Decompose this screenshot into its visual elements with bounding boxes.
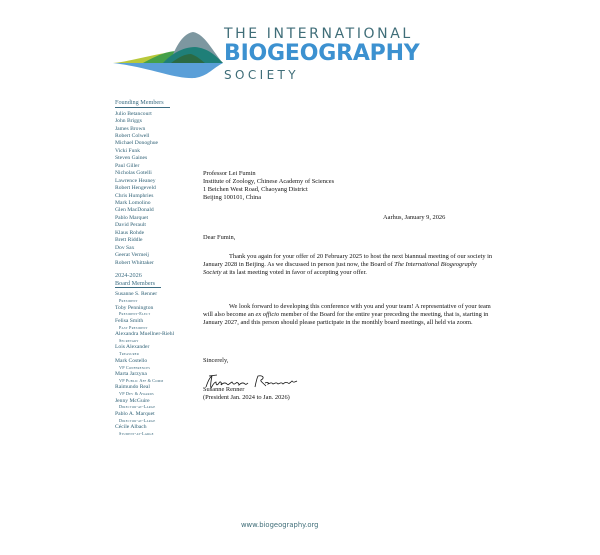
board-member-name: Lois Alexander [115, 344, 150, 351]
founding-members-heading-text: Founding Members [115, 99, 170, 108]
board-member-role: Treasurer [119, 351, 140, 357]
website-link[interactable]: www.biogeography.org [241, 521, 319, 529]
logo-water [113, 63, 223, 78]
founding-member: Brett Riddle [115, 237, 143, 244]
recipient-line: Institute of Zoology, Chinese Academy of Sciences [203, 178, 335, 186]
recipient-line: 1 Beichen West Road, Chaoyang District [203, 186, 308, 194]
founding-member: James Brown [115, 125, 146, 132]
board-member-role: President-Elect [119, 311, 151, 317]
letter-date: Aarhus, January 9, 2026 [383, 214, 446, 221]
board-member-name: Alexandra Muellner-Riehl [115, 331, 175, 338]
board-member-name: Pablo A. Marquet [115, 410, 155, 417]
board-member-name: Jenny McGuire [115, 397, 150, 404]
board-member-role: Director-at-Large [119, 417, 156, 423]
logo-line-3: SOCIETY [224, 68, 300, 82]
paragraph-1-text-a: Thank you again for your offer of 20 February 2025 to host the next biannual meeting of our society in January 2028 in Beijing. As we discussed in person just now, the Board of [203, 253, 493, 269]
board-member-role: Director-at-Large [119, 404, 156, 410]
founding-member: Vicki Funk [115, 147, 140, 154]
ex-officio-italic: ex officio [255, 311, 280, 319]
board-members-heading-text: Board Members [115, 280, 161, 289]
founding-member: Glen MacDonald [115, 207, 154, 214]
founding-member: Robert Colwell [115, 132, 150, 139]
paragraph-1 [203, 253, 496, 277]
founding-member: Nicholas Gotelli [115, 170, 152, 177]
founding-member: Steven Gaines [115, 155, 148, 162]
paragraph-2 [203, 303, 496, 327]
society-name-italic: The International Biogeography Society [203, 261, 477, 277]
board-member-role: Secretary [119, 337, 139, 343]
founding-member: Chris Humphries [115, 192, 154, 199]
board-member-role: Student-at-Large [119, 431, 154, 437]
logo-line-1: THE INTERNATIONAL [224, 26, 413, 42]
paragraph-1-text-b: at its last meeting voted in favor of accepting your offer. [221, 269, 367, 277]
landscape-logo-icon [113, 30, 223, 80]
closing: Sincerely, [203, 357, 229, 364]
letter-body [203, 170, 498, 401]
society-logo [113, 25, 420, 85]
logo-line-2: BIOGEOGRAPHY [224, 41, 420, 66]
paragraph-2-text-a: We look forward to developing this conference with you and your team! A representative of your team will also become an [203, 303, 491, 319]
recipient-address [203, 170, 498, 202]
board-member-role: Past President [119, 324, 148, 330]
board-member-name: Toby Pennington [115, 304, 154, 311]
founding-member: Lawrence Heaney [115, 177, 156, 184]
board-years: 2024-2026 [115, 272, 142, 280]
board-member-name: Raimundo Real [115, 384, 150, 391]
recipient-line: Professor Lei Fumin [203, 170, 256, 177]
founding-member: Mark Lomolino [115, 200, 151, 207]
founding-member: John Briggs [115, 118, 142, 125]
signer-name: Susanne Renner [203, 386, 245, 393]
salutation: Dear Fumin, [203, 234, 236, 241]
board-member-name: Felisa Smith [115, 317, 144, 324]
letterhead-sidebar [115, 99, 205, 438]
founding-member: Robert Whittaker [115, 259, 154, 266]
board-member-role: VP Public Aff & Comm [119, 377, 164, 383]
founding-members-list [115, 111, 205, 268]
paragraph-2-text-b: member of the Board for the entire year preceding the meeting, that is, starting in January 2027, and this person should please participate in the monthly board meetings, all held via zoom. [203, 311, 489, 327]
founding-member: Julio Betancourt [115, 110, 152, 117]
board-member-role: President [119, 298, 138, 304]
board-members-list [115, 291, 205, 437]
recipient-line: Beijing 100101, China [203, 194, 262, 202]
founding-member: Dov Sax [115, 244, 135, 251]
founding-member: Robert Hengeveld [115, 185, 156, 192]
founding-member: Paul Giller [115, 162, 140, 169]
board-member-name: Cécile Albach [115, 424, 147, 431]
signature-last-name-stroke [255, 376, 297, 387]
board-member-role: VP Conferences [119, 364, 151, 370]
founding-member: Geerat Vermeij [115, 252, 149, 259]
founding-member: Michael Donoghue [115, 140, 159, 147]
board-member-role: VP Dev & Awards [119, 391, 154, 397]
founding-member: Pablo Marquet [115, 214, 149, 221]
founding-members-heading [115, 99, 205, 108]
signer-title: (President Jan. 2024 to Jan. 2026) [203, 394, 290, 401]
founding-member: Klaus Rohde [115, 229, 145, 236]
founding-member: David Perault [115, 222, 146, 229]
board-members-heading [115, 280, 205, 289]
board-member-name: Marta Jarzyna [115, 371, 147, 378]
board-member-name: Susanne S. Renner [115, 291, 158, 298]
board-member-name: Mark Costello [115, 357, 148, 364]
logo-text [224, 25, 420, 83]
